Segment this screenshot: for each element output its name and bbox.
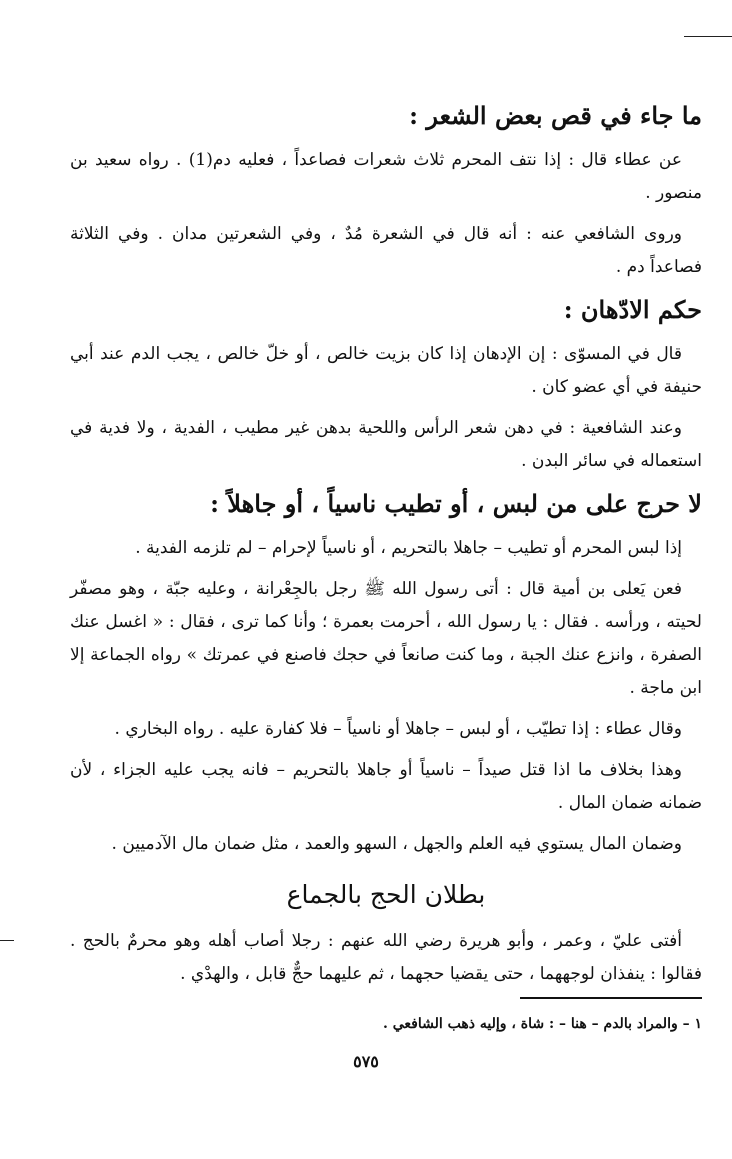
page-number: ٥٧٥ (353, 1052, 379, 1071)
footnote-separator (520, 997, 702, 999)
paragraph-shafii-hair: وروى الشافعي عنه : أنه قال في الشعرة مُدٌ ، وفي الشعرتين مدان . وفي الثلاثة فصاعداً دم . (70, 224, 702, 277)
heading-no-harm: لا حرج على من لبس ، أو تطيب ناسياً ، أو جاهلاً : (210, 489, 702, 518)
paragraph-yala-hadith: فعن يَعلى بن أمية قال : أتى رسول الله ﷺ رجل بالجِعْرانة ، وعليه جبّة ، وهو مصفّر لحيته ، ورأسه . فقال : يا رسول الله ، أحرمت بعمرة ؛ وأنا كما ترى ، فقال : « اغسل عنك الصفرة ، وانزع عنك الجبة ، وما كنت صانعاً في حجك فاصنع في عمرتك » رواه الجماعة إلا ابن ماجة . (70, 579, 702, 698)
page-body (70, 92, 702, 999)
left-margin-rule (0, 940, 14, 941)
section-title-invalidation: بطلان الحج بالجماع (286, 880, 486, 909)
heading-oils-ruling: حكم الادّهان : (563, 295, 702, 324)
paragraph-property-liability: وضمان المال يستوي فيه العلم والجهل ، السهو والعمد ، مثل ضمان مال الآدميين . (111, 834, 682, 854)
heading-hair-trimming: ما جاء في قص بعض الشعر : (409, 101, 702, 130)
paragraph-ata-perfume: وقال عطاء : إذا تطيّب ، أو لبس – جاهلا أو ناسياً – فلا كفارة عليه . رواه البخاري . (114, 719, 682, 739)
paragraph-ata-plucking: عن عطاء قال : إذا نتف المحرم ثلاث شعرات فصاعداً ، فعليه دم(1) . رواه سعيد بن منصور . (70, 150, 702, 203)
footnote: ١ – والمراد بالدم – هنا – : شاة ، وإليه ذهب الشافعي . (383, 1016, 702, 1032)
paragraph-hunting: وهذا بخلاف ما اذا قتل صيداً – ناسياً أو جاهلا بالتحريم – فانه يجب عليه الجزاء ، لأن ضمانه ضمان المال . (70, 760, 702, 813)
paragraph-musawwa: قال في المسوّى : إن الإدهان إذا كان بزيت خالص ، أو خلّ خالص ، يجب الدم عند أبي حنيفة في أي عضو كان . (70, 344, 702, 397)
paragraph-ignorance-rule: إذا لبس المحرم أو تطيب – جاهلا بالتحريم ، أو ناسياً لإحرام – لم تلزمه الفدية . (135, 538, 682, 558)
paragraph-fatwa: أفتى عليّ ، وعمر ، وأبو هريرة رضي الله عنهم : رجلا أصاب أهله وهو محرمٌ بالحج . فقالوا : ينفذان لوجههما ، حتى يقضيا حجهما ، ثم عليهما حجٌّ قابل ، والهدْي . (70, 931, 702, 984)
top-margin-rule (684, 36, 732, 37)
paragraph-shafiiyya-oil: وعند الشافعية : في دهن شعر الرأس واللحية بدهن غير مطيب ، الفدية ، ولا فدية في استعماله في سائر البدن . (70, 418, 702, 471)
